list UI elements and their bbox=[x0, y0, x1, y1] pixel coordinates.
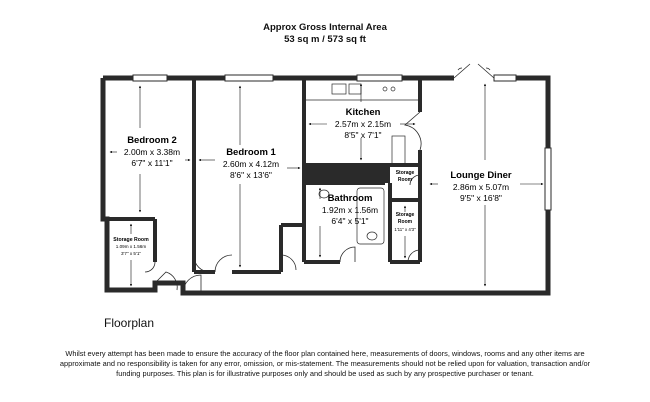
bedroom2-imperial: 6'7" x 11'1" bbox=[131, 158, 173, 168]
entry-door bbox=[183, 275, 201, 293]
storage-right-name2: Room bbox=[397, 219, 413, 225]
hall-cupboard-door bbox=[281, 255, 296, 270]
sink-icon bbox=[332, 84, 346, 94]
window-lounge bbox=[545, 148, 551, 210]
kitchen-metric: 2.57m x 2.15m bbox=[334, 119, 392, 129]
lounge-name: Lounge Diner bbox=[450, 170, 512, 181]
bedroom2-name: Bedroom 2 bbox=[127, 135, 177, 146]
lounge-metric: 2.86m x 5.07m bbox=[452, 182, 510, 192]
storage-right-name: Storage bbox=[395, 212, 415, 218]
storage-left-name: Storage Room bbox=[113, 237, 149, 243]
fridge-icon bbox=[392, 136, 405, 164]
bedroom2-door bbox=[194, 256, 210, 272]
disclaimer-text: Whilst every attempt has been made to ensure the accuracy of the floor plan contained here, measurements of doors, windows, rooms and any other items are approximate and no responsibility is taken for any error, omission, or mis-statement. The measurements should not be relied upon for valuation, transaction and/or funding purposes. This plan is for illustrative purposes only and should be used as such by any prospective purchaser or tenant. bbox=[59, 349, 591, 378]
storage-top-name2: Room bbox=[397, 177, 413, 183]
hob-ring-icon bbox=[383, 87, 387, 91]
wall-block bbox=[304, 165, 390, 183]
area-title: Approx Gross Internal Area bbox=[263, 22, 387, 33]
plan-title: Floorplan bbox=[104, 316, 155, 330]
kitchen-imperial: 8'5" x 7'1" bbox=[344, 130, 382, 140]
area-value: 53 sq m / 573 sq ft bbox=[284, 34, 366, 45]
bathroom-door bbox=[340, 247, 355, 262]
storage-left-metric: 1.09m x 1.56m bbox=[115, 244, 147, 249]
bedroom1-name: Bedroom 1 bbox=[226, 147, 276, 158]
bathroom-name: Bathroom bbox=[327, 193, 373, 204]
storage-right-imperial: 1'11" x 4'3" bbox=[394, 227, 416, 232]
storage-left-imperial: 3'7" x 5'1" bbox=[120, 251, 142, 256]
bedroom2-metric: 2.00m x 3.38m bbox=[123, 147, 181, 157]
window-bedroom1 bbox=[225, 75, 273, 81]
window-kitchen bbox=[357, 75, 402, 81]
bedroom1-door bbox=[215, 255, 232, 272]
lounge-imperial: 9'5" x 16'8" bbox=[460, 193, 502, 203]
hob-ring-icon bbox=[391, 87, 395, 91]
kitchen-name: Kitchen bbox=[345, 107, 381, 118]
french-doors bbox=[454, 64, 494, 78]
storage-top-name: Storage bbox=[395, 170, 415, 176]
bedroom1-metric: 2.60m x 4.12m bbox=[222, 159, 280, 169]
french-door-arcs bbox=[458, 68, 490, 70]
window-bedroom2 bbox=[133, 75, 167, 81]
kitchen-door bbox=[405, 112, 421, 150]
bedroom1-imperial: 8'6" x 13'6" bbox=[230, 170, 272, 180]
storage-left-door bbox=[145, 262, 155, 272]
window-lounge-top bbox=[494, 75, 516, 81]
bathroom-metric: 1.92m x 1.56m bbox=[321, 205, 379, 215]
drainer-icon bbox=[349, 84, 361, 94]
basin-icon bbox=[367, 232, 377, 240]
bathroom-imperial: 6'4" x 5'1" bbox=[331, 216, 369, 226]
